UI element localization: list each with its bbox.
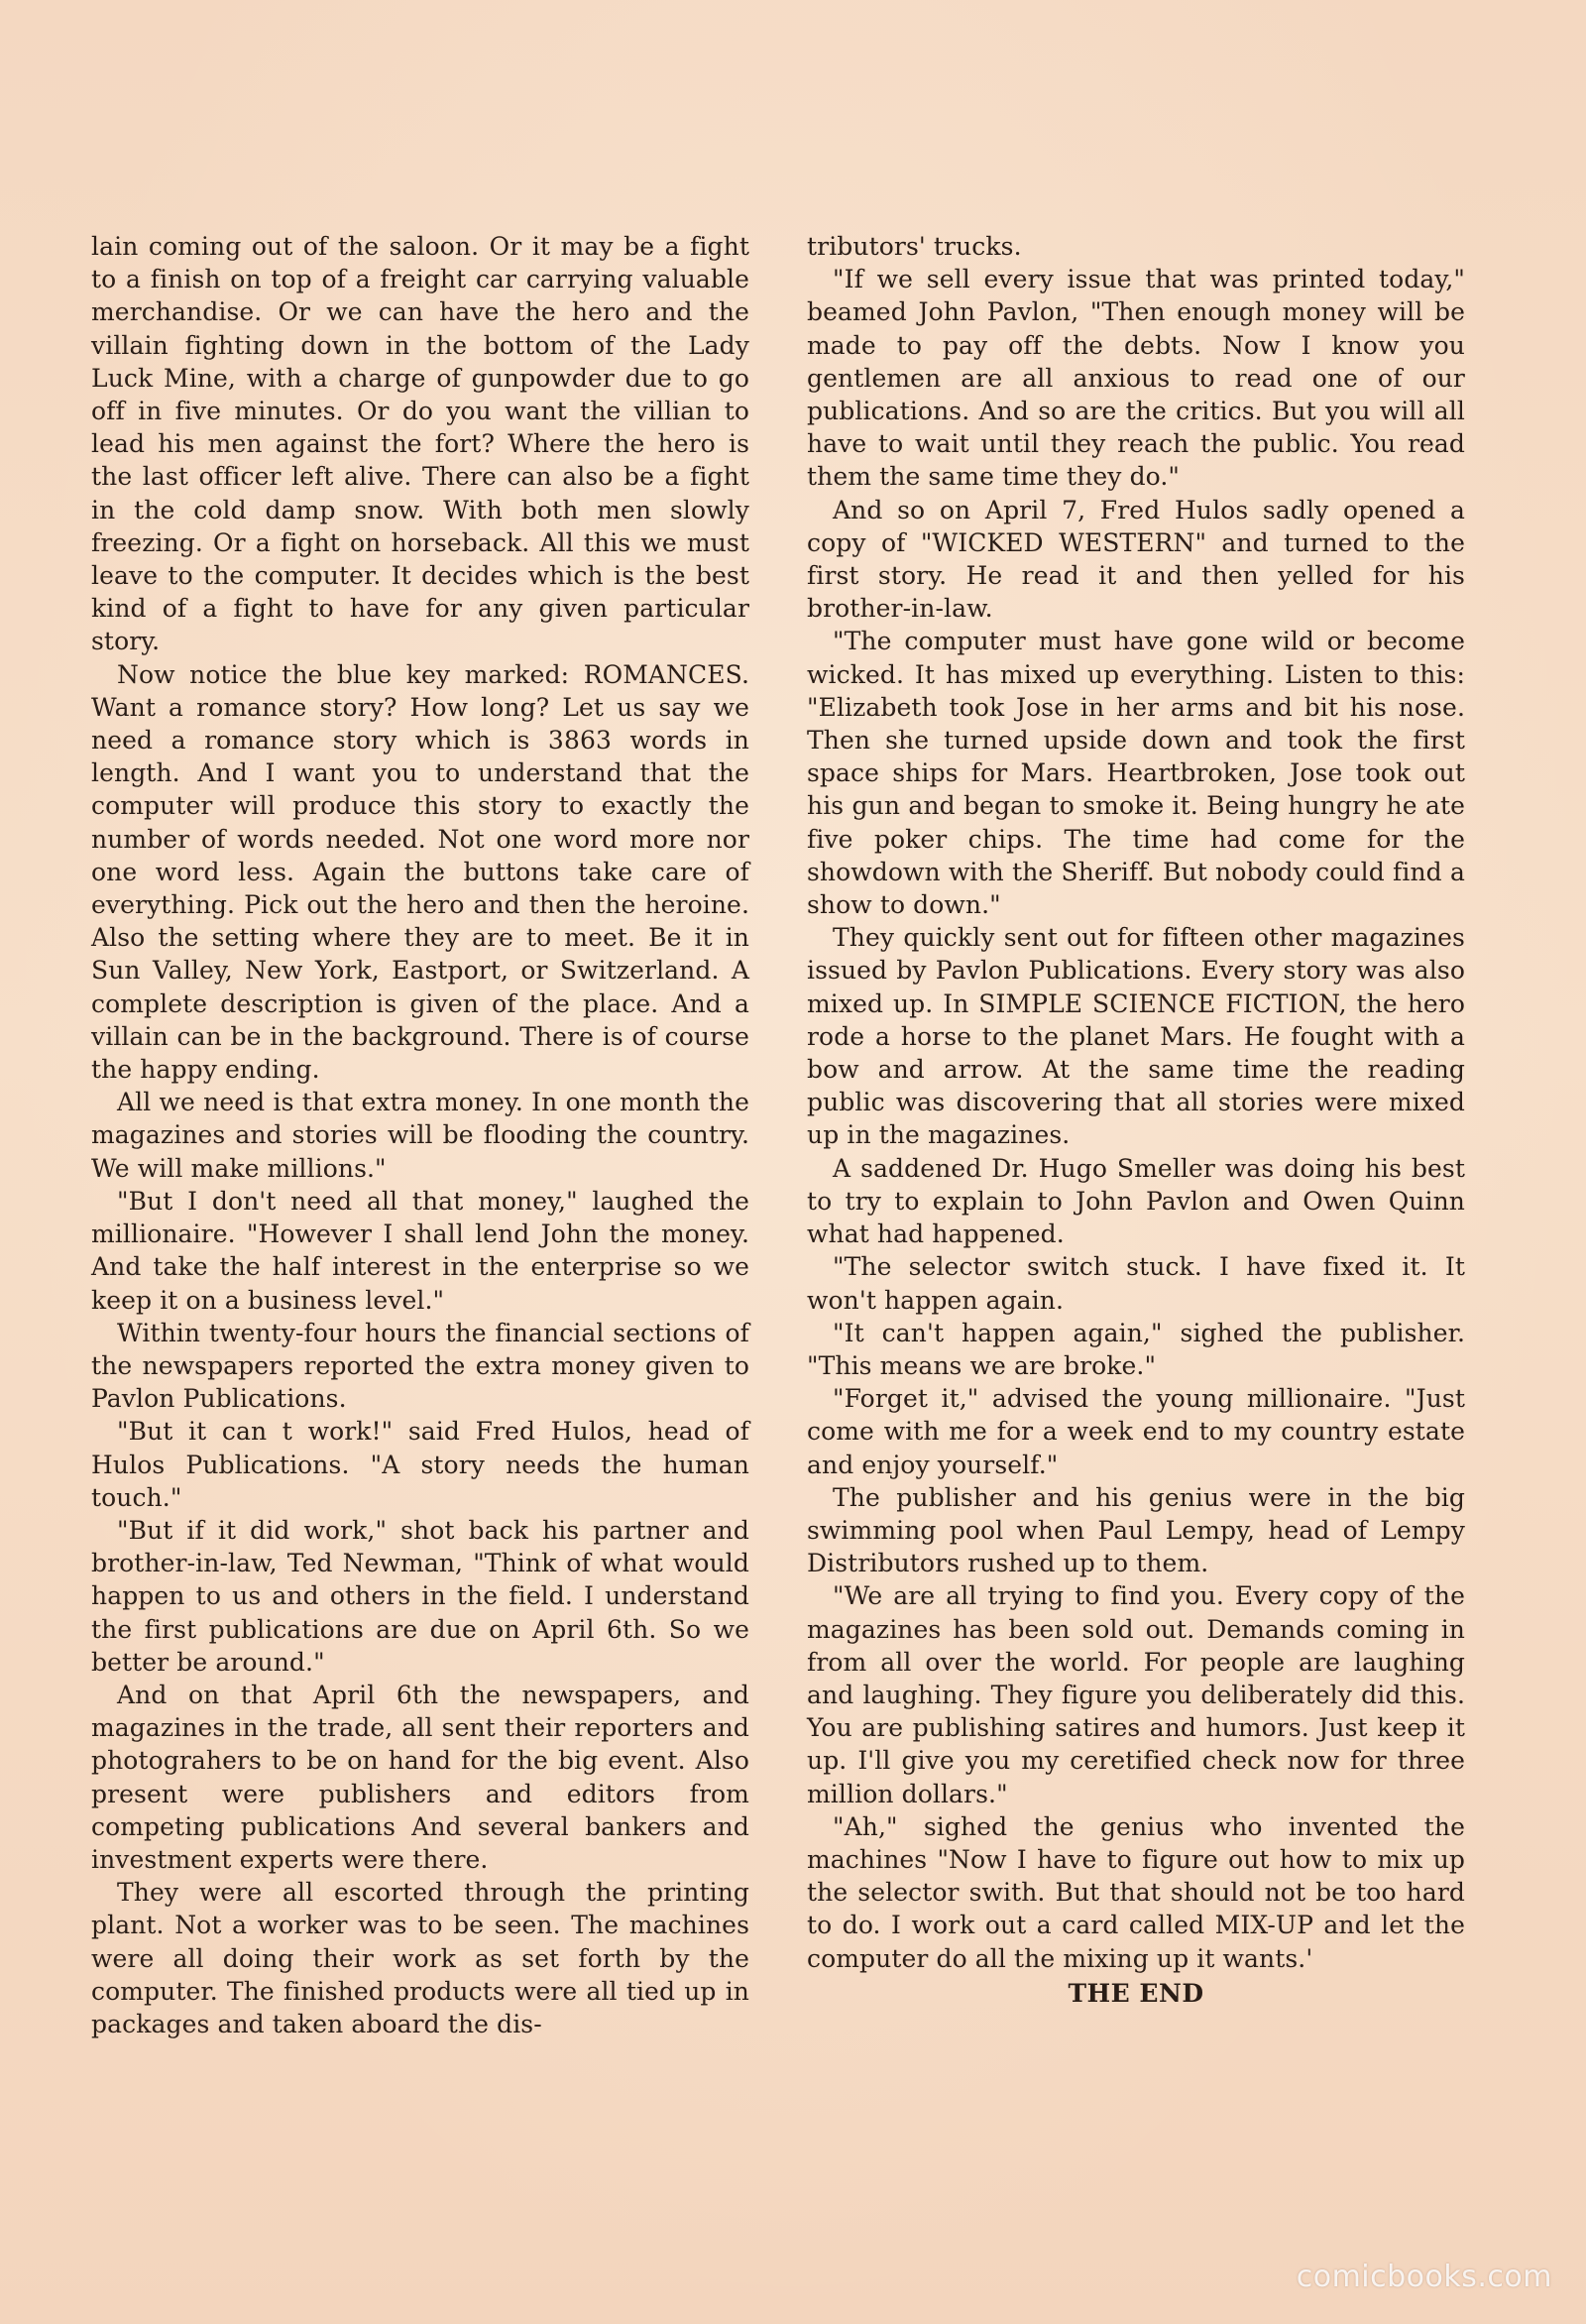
paragraph: "Forget it," advised the young millionaire. "Just come with me for a week end to my country estate and enjoy yourself." bbox=[807, 1384, 1465, 1479]
paragraph: "The computer must have gone wild or become wicked. It has mixed up everything. Listen to this: "Elizabeth took Jose in her arms and bit his nose. Then she turned upside down and took the first space ships for Mars. Heartbroken, Jose took out his gun and began to smoke it. Being hungry he ate five poker chips. The time had come for the showdown with the Sheriff. But nobody could find a show to down." bbox=[807, 627, 1465, 920]
paragraph: "But it can t work!" said Fred Hulos, head of Hulos Publications. "A story needs the human touch." bbox=[91, 1417, 749, 1512]
paragraph: "The selector switch stuck. I have fixed it. It won't happen again. bbox=[807, 1252, 1465, 1315]
paragraph: Within twenty-four hours the financial sections of the newspapers reported the extra money given to Pavlon Publications. bbox=[91, 1318, 749, 1414]
paragraph: The publisher and his genius were in the big swimming pool when Paul Lempy, head of Lempy Distributors rushed up to them. bbox=[807, 1482, 1465, 1578]
left-column bbox=[91, 230, 749, 2040]
paragraph: They quickly sent out for fifteen other magazines issued by Pavlon Publications. Every story was also mixed up. In SIMPLE SCIENCE FICTION, the hero rode a horse to the planet Mars. He fought with a bow and arrow. At the same time the reading public was discovering that all stories were mixed up in the magazines. bbox=[807, 923, 1465, 1150]
the-end-label: THE END bbox=[1068, 1978, 1204, 2008]
paragraph: "We are all trying to find you. Every copy of the magazines has been sold out. Demands coming in from all over the world. For people are laughing and laughing. They figure you deliberately did this. You are publishing satires and humors. Just keep it up. I'll give you my ceretified check now for three million dollars." bbox=[807, 1581, 1465, 1808]
paragraph: "But I don't need all that money," laughed the millionaire. "However I shall lend John the money. And take the half interest in the enterprise so we keep it on a business level." bbox=[91, 1186, 749, 1315]
paragraph: lain coming out of the saloon. Or it may be a fight to a finish on top of a freight car carrying valuable merchandise. Or we can have the hero and the villain fighting down in the bottom of the Lady Luck Mine, with a charge of gunpowder due to go off in five minutes. Or do you want the villian to lead his men against the fort? Where the hero is the last officer left alive. There can also be a fight in the cold damp snow. With both men slowly freezing. Or a fight on horseback. All this we must leave to the computer. It decides which is the best kind of a fight to have for any given particular story. bbox=[91, 232, 749, 656]
paragraph: Now notice the blue key marked: ROMANCES. Want a romance story? How long? Let us say we need a romance story which is 3863 words in length. And I want you to understand that the computer will produce this story to exactly the number of words needed. Not one word more nor one word less. Again the buttons take care of everything. Pick out the hero and then the heroine. Also the setting where they are to meet. Be it in Sun Valley, New York, Eastport, or Switzerland. A complete description is given of the place. And a villain can be in the background. There is of course the happy ending. bbox=[91, 659, 749, 1085]
paragraph: They were all escorted through the printing plant. Not a worker was to be seen. The machines were all doing their work as set forth by the computer. The finished products were all tied up in packages and taken aboard the dis- bbox=[91, 1878, 749, 2038]
paragraph: "But if it did work," shot back his partner and brother-in-law, Ted Newman, "Think of what would happen to us and others in the field. I understand the first publications are due on April 6th. So we better be around." bbox=[91, 1515, 749, 1677]
paragraph: And so on April 7, Fred Hulos sadly opened a copy of "WICKED WESTERN" and turned to the first story. He read it and then yelled for his brother-in-law. bbox=[807, 495, 1465, 624]
paragraph: A saddened Dr. Hugo Smeller was doing his best to try to explain to John Pavlon and Owen Quinn what had happened. bbox=[807, 1153, 1465, 1249]
watermark: comicbooks.com bbox=[1296, 2260, 1552, 2294]
paragraph: And on that April 6th the newspapers, and magazines in the trade, all sent their reporters and photograhers to be on hand for the big event. Also present were publishers and editors from competing publications And several bankers and investment experts were there. bbox=[91, 1680, 749, 1874]
paragraph: "If we sell every issue that was printed today," beamed John Pavlon, "Then enough money will be made to pay off the debts. Now I know you gentlemen are all anxious to read one of our publications. And so are the critics. But you will all have to wait until they reach the public. You read them the same time they do." bbox=[807, 265, 1465, 492]
paragraph: "Ah," sighed the genius who invented the machines "Now I have to figure out how to mix up the selector swith. But that should not be too hard to do. I work out a card called MIX-UP and let the computer do all the mixing up it wants.' bbox=[807, 1811, 1465, 1973]
paragraph: All we need is that extra money. In one month the magazines and stories will be flooding the country. We will make millions." bbox=[91, 1088, 749, 1183]
paragraph: tributors' trucks. bbox=[807, 232, 1022, 261]
right-column bbox=[807, 230, 1465, 2010]
paragraph: "It can't happen again," sighed the publisher. "This means we are broke." bbox=[807, 1318, 1465, 1380]
